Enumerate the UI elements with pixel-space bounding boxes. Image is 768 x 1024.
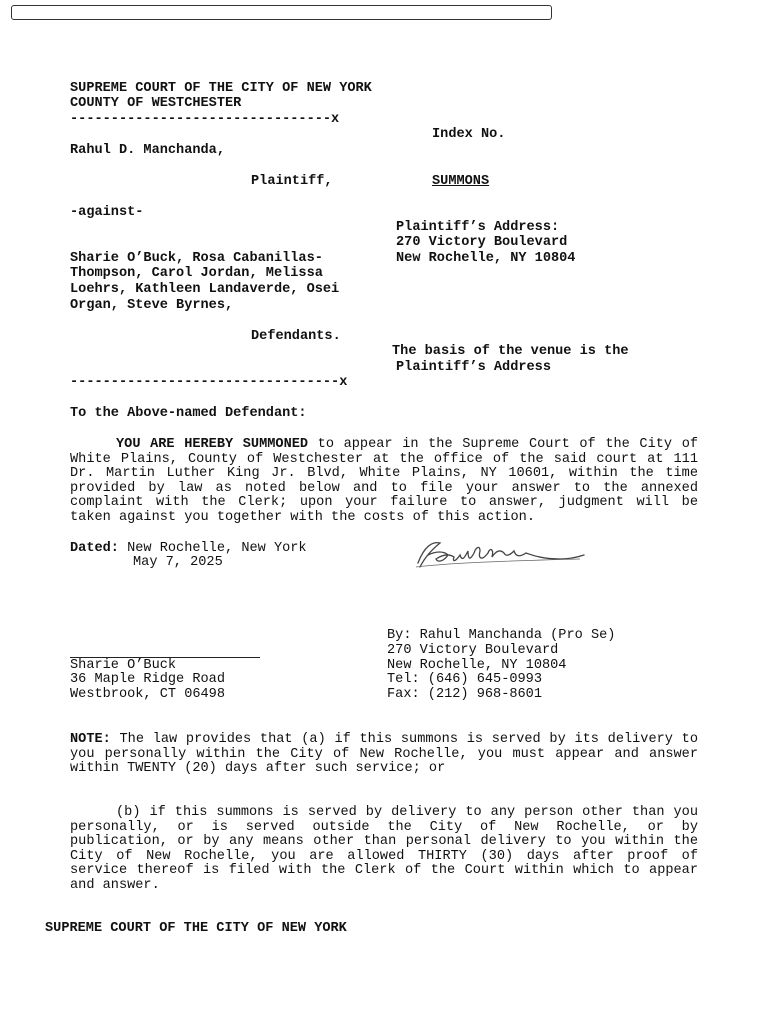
- summons-text: to appear in the Supreme Court of the City of White Plains, County of Westchester at the office of the said court at 111 Dr. Martin Luther King Jr. Blvd, White Plains, NY 10601, within the time provided by law as noted below and to file your answer to the annexed complaint with the Clerk; upon your failure to answer, judgment will be taken against you together with the costs of this action.: [70, 437, 699, 525]
- addressee: To the Above-named Defendant:: [70, 406, 307, 421]
- dated-label: Dated:: [70, 541, 119, 556]
- note-label: NOTE:: [70, 732, 111, 747]
- signature-address-line1: 270 Victory Boulevard: [387, 643, 559, 658]
- defendants-line3: Loehrs, Kathleen Landaverde, Osei: [70, 282, 340, 297]
- handwritten-signature: [410, 537, 590, 573]
- defendants-line2: Thompson, Carol Jordan, Melissa: [70, 266, 323, 281]
- defendant-street: 36 Maple Ridge Road: [70, 672, 225, 687]
- county-name: COUNTY OF WESTCHESTER: [70, 96, 242, 111]
- note-paragraph-a: [70, 733, 698, 777]
- defendants-line4: Organ, Steve Byrnes,: [70, 298, 234, 313]
- venue-line2: Plaintiff’s Address: [396, 360, 551, 375]
- signature-by: By: Rahul Manchanda (Pro Se): [387, 628, 616, 643]
- plaintiff-address-line1: 270 Victory Boulevard: [396, 235, 568, 250]
- caption-rule-bottom: ---------------------------------x: [70, 375, 348, 390]
- caption-rule-top: --------------------------------x: [70, 112, 340, 127]
- dated-place: New Rochelle, New York: [118, 541, 307, 556]
- defendant-name: Sharie O’Buck: [70, 658, 177, 673]
- signature-tel: Tel: (646) 645-0993: [387, 672, 542, 687]
- note-text-a: The law provides that (a) if this summons is served by its delivery to you personally within the City of New Rochelle, you must appear and answer within TWENTY (20) days after such service; or: [70, 732, 698, 777]
- against-label: -against-: [70, 205, 144, 220]
- court-name: SUPREME COURT OF THE CITY OF NEW YORK: [70, 81, 372, 96]
- plaintiff-name: Rahul D. Manchanda,: [70, 143, 225, 158]
- plaintiff-address-label: Plaintiff’s Address:: [396, 220, 560, 235]
- dated-date: May 7, 2025: [133, 555, 223, 570]
- index-number: Index No.: [432, 127, 506, 142]
- summons-paragraph: [70, 438, 698, 526]
- defendants-line1: Sharie O’Buck, Rosa Cabanillas-: [70, 251, 323, 266]
- plaintiff-address-line2: New Rochelle, NY 10804: [396, 251, 576, 266]
- footer-court-name: SUPREME COURT OF THE CITY OF NEW YORK: [45, 921, 347, 936]
- document-title: SUMMONS: [432, 174, 490, 189]
- venue-line1: The basis of the venue is the: [392, 344, 629, 359]
- plaintiff-role: Plaintiff,: [251, 174, 333, 189]
- summons-bold: YOU ARE HEREBY SUMMONED: [116, 437, 309, 452]
- signature-fax: Fax: (212) 968-8601: [387, 687, 542, 702]
- top-input-box: [11, 5, 552, 20]
- defendants-role: Defendants.: [251, 329, 341, 344]
- signature-address-line2: New Rochelle, NY 10804: [387, 658, 567, 673]
- note-paragraph-b: (b) if this summons is served by delivery to any person other than you personally, or is served outside the City of New Rochelle, or by publication, or by any means other than personal delivery to you within the City of New Rochelle, you are allowed THIRTY (30) days after proof of service thereof is filed with the Clerk of the Court within which to appear and answer.: [70, 805, 698, 893]
- defendant-city: Westbrook, CT 06498: [70, 687, 225, 702]
